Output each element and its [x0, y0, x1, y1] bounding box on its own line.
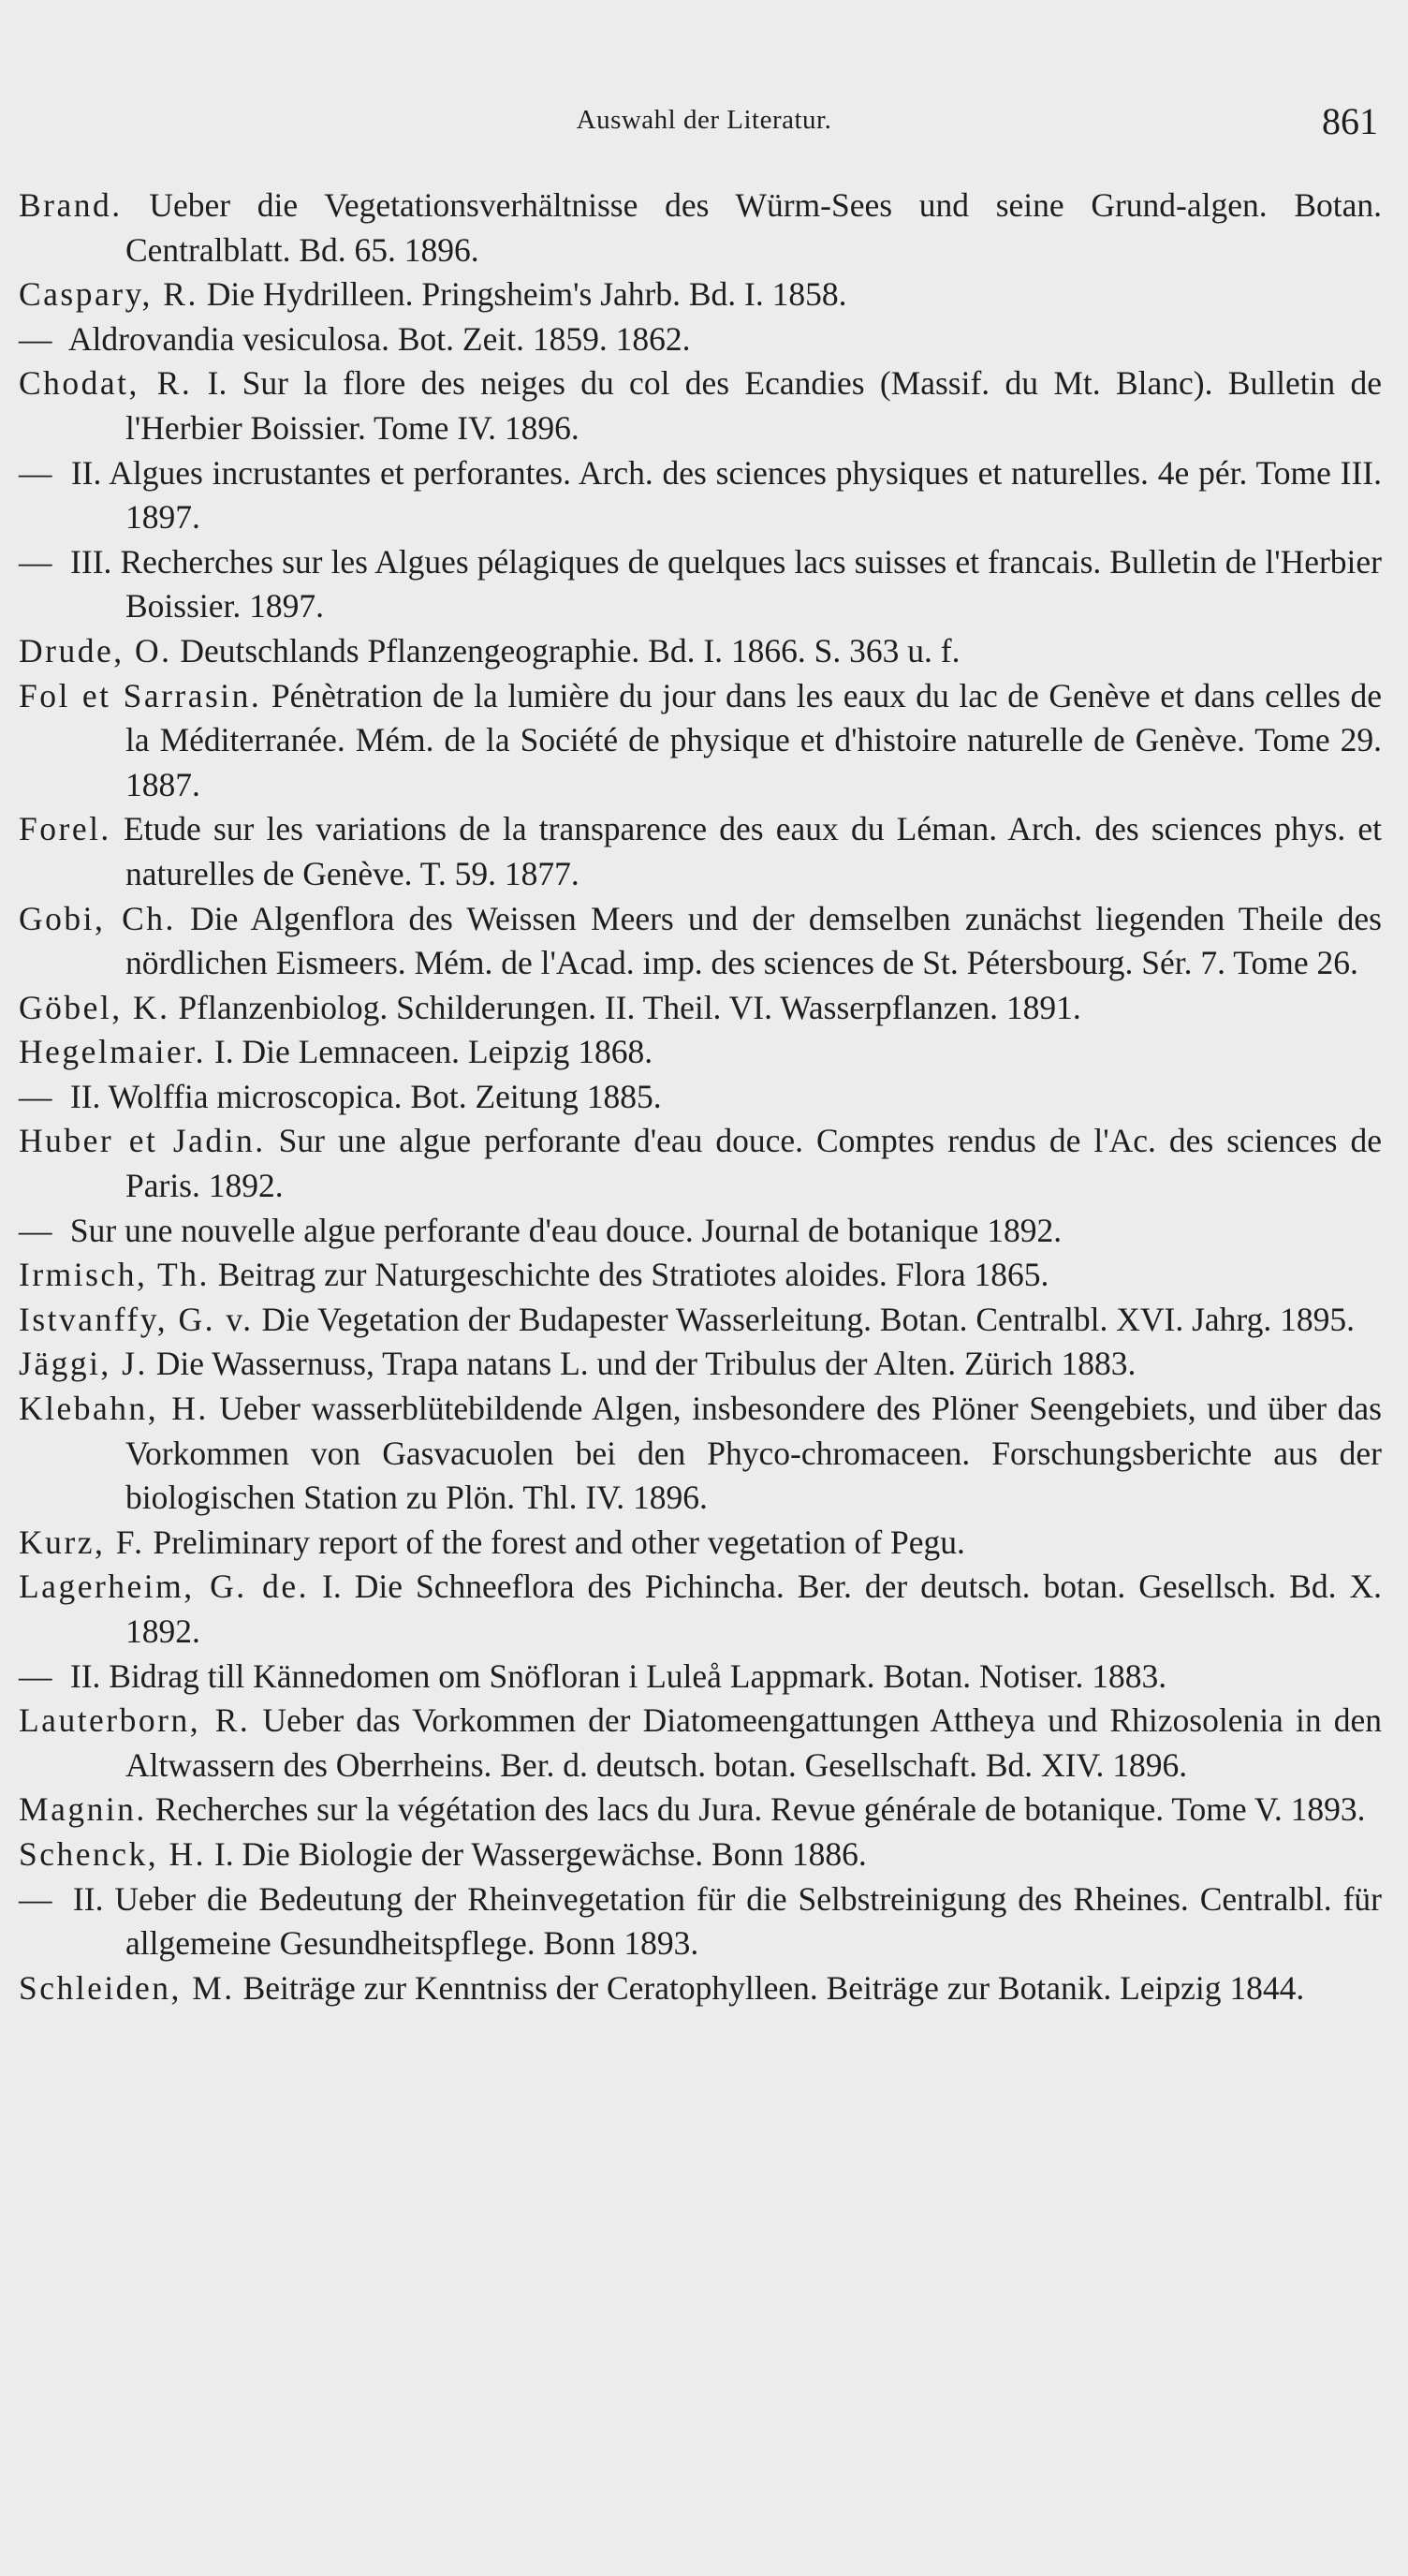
entry-text: I. Die Lemnaceen. Leipzig 1868.: [206, 1033, 653, 1071]
entry-author: Schleiden, M.: [19, 1968, 235, 2007]
bib-entry: [19, 1253, 1382, 1298]
entry-text: Die Algenflora des Weissen Meers und der demselben zunächst liegenden Theile des nördlichen Eismeers. Mém. de l'Acad. imp. des sciences de St. Pétersbourg. Sér. 7. Tome 26.: [125, 899, 1382, 982]
entry-text: Die Vegetation der Budapester Wasserleitung. Botan. Centralbl. XVI. Jahrg. 1895.: [253, 1300, 1355, 1338]
bib-entry: [19, 897, 1382, 986]
bib-entry: [19, 1521, 1382, 1566]
entry-author: Gobi, Ch.: [19, 899, 176, 937]
entry-text: Aldrovandia vesiculosa. Bot. Zeit. 1859. 1862.: [62, 319, 691, 358]
entry-text: Pénètration de la lumière du jour dans les eaux du lac de Genève et dans celles de la Méditerranée. Mém. de la Société de physique et d'histoire naturelle de Genève. Tome 29. 1887.: [125, 676, 1382, 803]
entry-author: Jäggi, J.: [19, 1345, 148, 1383]
entry-author: Magnin.: [19, 1790, 147, 1829]
bib-entry: [19, 1877, 1382, 1966]
entry-author: Drude, O.: [19, 631, 172, 670]
entry-text: I. Die Biologie der Wassergewächse. Bonn 1886.: [206, 1834, 867, 1873]
entry-text: I. Sur la flore des neiges du col des Ecandies (Massif. du Mt. Blanc). Bulletin de l'Herbier Boissier. Tome IV. 1896.: [125, 364, 1383, 447]
entry-text: Sur une algue perforante d'eau douce. Comptes rendus de l'Ac. des sciences de Paris. 1892.: [125, 1122, 1382, 1205]
entry-author: Lagerheim, G. de.: [19, 1568, 310, 1606]
ditto-dash: —: [19, 1656, 52, 1695]
entry-author: Istvanffy, G. v.: [19, 1300, 254, 1338]
entry-text: Deutschlands Pflanzengeographie. Bd. I. 1866. S. 363 u. f.: [171, 631, 961, 670]
ditto-dash: —: [19, 1077, 52, 1115]
entry-text: Die Wassernuss, Trapa natans L. und der Tribulus der Alten. Zürich 1883.: [147, 1345, 1137, 1383]
entry-text: I. Die Schneeflora des Pichincha. Ber. der deutsch. botan. Gesellsch. Bd. X. 1892.: [125, 1568, 1382, 1650]
entry-text: Pflanzenbiolog. Schilderungen. II. Theil. VI. Wasserpflanzen. 1891.: [169, 988, 1081, 1026]
bib-entry: [19, 1655, 1382, 1700]
bib-entry: [19, 986, 1382, 1031]
bib-entry: [19, 1565, 1382, 1654]
entry-author: Huber et Jadin.: [19, 1122, 266, 1160]
bib-entry: [19, 451, 1382, 540]
running-title: Auswahl der Literatur.: [576, 105, 832, 135]
bib-entry: [19, 1387, 1382, 1521]
entry-author: Brand.: [19, 186, 123, 224]
bib-entry: [19, 540, 1382, 629]
entry-text: Beitrag zur Naturgeschichte des Stratiotes aloides. Flora 1865.: [209, 1256, 1049, 1294]
bib-entry: [19, 1030, 1382, 1075]
bib-entry: [19, 1119, 1382, 1208]
ditto-dash: —: [19, 1211, 52, 1249]
entry-text: Sur une nouvelle algue perforante d'eau douce. Journal de botanique 1892.: [62, 1211, 1063, 1249]
entry-author: Chodat, R.: [19, 364, 193, 403]
bib-entry: [19, 1699, 1382, 1788]
bib-entry: [19, 807, 1382, 896]
entry-author: Forel.: [19, 810, 111, 848]
entry-text: Ueber wasserblütebildende Algen, insbesondere des Plöner Seengebiets, und über das Vorkommen von Gasvacuolen bei den Phyco-chromaceen. Forschungsberichte aus der biologischen Station zu Plön. Thl. IV. 1896.: [125, 1390, 1382, 1517]
bib-entry: [19, 1342, 1382, 1387]
entry-author: Hegelmaier.: [19, 1033, 206, 1071]
entry-text: II. Ueber die Bedeutung der Rheinvegetation für die Selbstreinigung des Rheines. Centralbl. für allgemeine Gesundheitspflege. Bonn 1893.: [62, 1879, 1382, 1963]
bib-entry: [19, 1075, 1382, 1120]
ditto-dash: —: [19, 319, 52, 358]
page-number: 861: [1322, 100, 1378, 142]
bib-entry: [19, 1966, 1382, 2011]
bib-entry: [19, 1788, 1382, 1833]
entry-text: Preliminary report of the forest and other vegetation of Pegu.: [144, 1523, 965, 1561]
bibliography-list: [19, 184, 1382, 2010]
bib-entry: [19, 317, 1382, 362]
entry-text: Ueber das Vorkommen der Diatomeengattungen Attheya und Rhizosolenia in den Altwassern des Oberrheins. Ber. d. deutsch. botan. Gesellschaft. Bd. XIV. 1896.: [125, 1701, 1382, 1784]
running-head: [0, 100, 1408, 142]
bib-entry: [19, 1833, 1382, 1877]
ditto-dash: —: [19, 542, 52, 581]
entry-author: Göbel, K.: [19, 988, 170, 1026]
entry-text: II. Bidrag till Kännedomen om Snöfloran i Luleå Lappmark. Botan. Notiser. 1883.: [62, 1656, 1167, 1695]
entry-author: Lauterborn, R.: [19, 1701, 251, 1740]
entry-author: Caspary, R.: [19, 275, 198, 314]
bib-entry: [19, 184, 1382, 272]
bib-entry: [19, 361, 1382, 450]
entry-text: Ueber die Vegetationsverhältnisse des Würm-Sees und seine Grund-algen. Botan. Centralblatt. Bd. 65. 1896.: [122, 186, 1382, 269]
bib-entry: [19, 674, 1382, 808]
ditto-dash: —: [19, 453, 52, 492]
entry-text: III. Recherches sur les Algues pélagiques de quelques lacs suisses et francais. Bulletin de l'Herbier Boissier. 1897.: [62, 542, 1382, 626]
bib-entry: [19, 1298, 1382, 1343]
entry-author: Klebahn, H.: [19, 1390, 209, 1428]
entry-text: Beiträge zur Kenntniss der Ceratophylleen. Beiträge zur Botanik. Leipzig 1844.: [234, 1968, 1305, 2007]
entry-author: Irmisch, Th.: [19, 1256, 210, 1294]
bib-entry: [19, 1209, 1382, 1254]
bib-entry: [19, 629, 1382, 674]
entry-author: Kurz, F.: [19, 1523, 145, 1561]
entry-text: Die Hydrilleen. Pringsheim's Jahrb. Bd. I. 1858.: [198, 275, 847, 314]
ditto-dash: —: [19, 1879, 52, 1918]
entry-text: II. Wolffia microscopica. Bot. Zeitung 1885.: [62, 1077, 662, 1115]
entry-author: Schenck, H.: [19, 1834, 207, 1873]
bib-entry: [19, 272, 1382, 317]
entry-text: Recherches sur la végétation des lacs du Jura. Revue générale de botanique. Tome V. 1893.: [146, 1790, 1366, 1829]
entry-text: II. Algues incrustantes et perforantes. Arch. des sciences physiques et naturelles. 4e pér. Tome III. 1897.: [62, 453, 1382, 537]
entry-text: Etude sur les variations de la transparence des eaux du Léman. Arch. des sciences phys. et naturelles de Genève. T. 59. 1877.: [110, 810, 1382, 892]
entry-author: Fol et Sarrasin.: [19, 676, 262, 714]
